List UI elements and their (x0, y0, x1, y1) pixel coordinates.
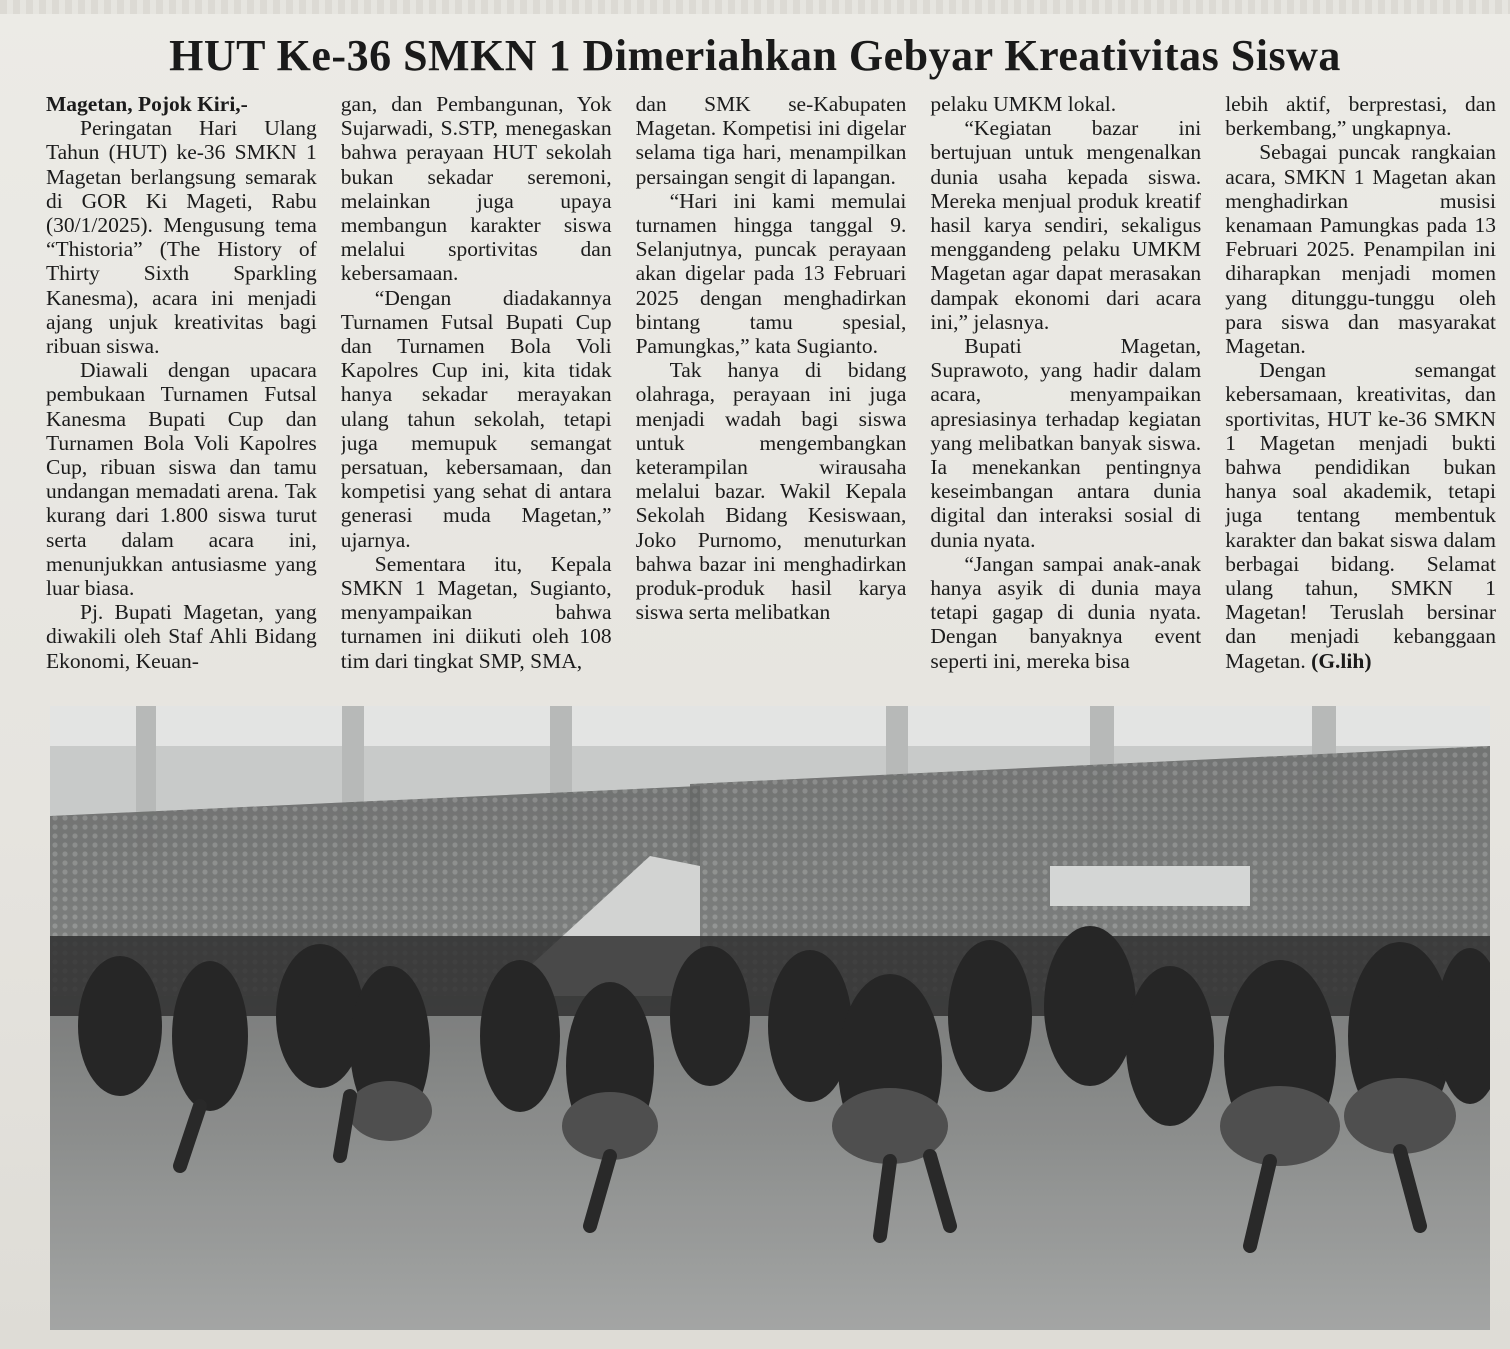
byline-signature: (G.lih) (1311, 648, 1372, 673)
paragraph: Diawali dengan upacara pembukaan Turnamen Futsal Kanesma Bupati Cup dan Turnamen Bola Voli Kapolres Cup, ribuan siswa dan tamu undangan memadati arena. Tak kurang dari 1.800 siswa turut serta dalam acara ini, menunjukkan antusiasme yang luar biasa. (46, 358, 317, 601)
column-2 (341, 92, 612, 692)
paragraph: dan SMK se-Kabupaten Magetan. Kompetisi ini digelar selama tiga hari, menampilkan persaingan sengit di lapangan. (635, 92, 907, 189)
paragraph: Sebagai puncak rangkaian acara, SMKN 1 Magetan akan menghadirkan musisi kenamaan Pamungkas pada 13 Februari 2025. Penampilan ini diharapkan menjadi momen yang ditunggu-tunggu oleh para siswa dan masyarakat Magetan. (1225, 140, 1496, 359)
paragraph: Tak hanya di bidang olahraga, perayaan ini juga menjadi wadah bagi siswa untuk mengembangkan keterampilan wirausaha melalui bazar. Wakil Kepala Sekolah Bidang Kesiswaan, Joko Purnomo, menuturkan bahwa bazar ini menghadirkan produk-produk hasil karya siswa serta melibatkan (635, 358, 907, 625)
paragraph: lebih aktif, berprestasi, dan berkembang,” ungkapnya. (1225, 92, 1496, 141)
paragraph: Peringatan Hari Ulang Tahun (HUT) ke-36 SMKN 1 Magetan berlangsung semarak di GOR Ki Mageti, Rabu (30/1/2025). Mengusung tema “Thistoria” (The History of Thirty Sixth Sparkling Kanesma), acara ini menjadi ajang unjuk kreativitas bagi ribuan siswa. (46, 116, 317, 359)
dateline: Magetan, Pojok Kiri,- (46, 92, 248, 116)
column-3 (636, 92, 907, 692)
column-4 (930, 92, 1201, 692)
paragraph (1225, 358, 1496, 673)
paragraph-text: Dengan semangat kebersamaan, kreativitas, dan sportivitas, HUT ke-36 SMKN 1 Magetan menjadi bukti bahwa pendidikan bukan hanya soal akademik, tetapi juga tentang membentuk karakter dan bakat siswa dalam berbagai bidang. Selamat ulang tahun, SMKN 1 Magetan! Teruslah bersinar dan menjadi kebanggaan Magetan. (1225, 358, 1496, 673)
paragraph: gan, dan Pembangunan, Yok Sujarwadi, S.STP, menegaskan bahwa perayaan HUT sekolah bukan sekadar seremoni, melainkan juga upaya membangun karakter siswa melalui sportivitas dan kebersamaan. (340, 92, 612, 286)
headline: HUT Ke-36 SMKN 1 Dimeriahkan Gebyar Kreativitas Siswa (169, 31, 1341, 80)
paragraph: pelaku UMKM lokal. (930, 92, 1117, 116)
previous-page-bleed (0, 0, 1510, 14)
paragraph: “Kegiatan bazar ini bertujuan untuk mengenalkan dunia usaha kepada siswa. Mereka menjual produk kreatif hasil karya sendiri, sekaligus menggandeng pelaku UMKM Magetan agar dapat merasakan dampak ekonomi dari acara ini,” jelasnya. (930, 116, 1202, 334)
column-1 (46, 92, 317, 692)
column-5 (1225, 92, 1496, 692)
article-body (46, 92, 1496, 692)
article-photo (50, 706, 1490, 1330)
paragraph: “Hari ini kami memulai turnamen hingga tanggal 9. Selanjutnya, puncak perayaan akan digelar pada 13 Februari 2025 dengan menghadirkan bintang tamu spesial, Pamungkas,” kata Sugianto. (635, 188, 907, 359)
paragraph: Bupati Magetan, Suprawoto, yang hadir dalam acara, menyampaikan apresiasinya terhadap kegiatan yang melibatkan banyak siswa. Ia menekankan pentingnya keseimbangan antara dunia digital dan interaksi sosial di dunia nyata. (930, 334, 1202, 552)
paragraph: “Jangan sampai anak-anak hanya asyik di dunia maya tetapi gagap di dunia nyata. Dengan banyaknya event seperti ini, mereka bisa (930, 551, 1202, 673)
dance-performance-photo (50, 706, 1490, 1330)
paragraph: “Dengan diadakannya Turnamen Futsal Bupati Cup dan Turnamen Bola Voli Kapolres Cup ini, kita tidak hanya sekadar merayakan ulang tahun sekolah, tetapi juga memupuk semangat persatuan, kebersamaan, dan kompetisi yang sehat di antara generasi muda Magetan,” ujarnya. (340, 285, 612, 552)
paragraph: Sementara itu, Kepala SMKN 1 Magetan, Sugianto, menyampaikan bahwa turnamen ini diikuti oleh 108 tim dari tingkat SMP, SMA, (340, 551, 612, 673)
paragraph: Pj. Bupati Magetan, yang diwakili oleh Staf Ahli Bidang Ekonomi, Keuan- (46, 600, 317, 673)
